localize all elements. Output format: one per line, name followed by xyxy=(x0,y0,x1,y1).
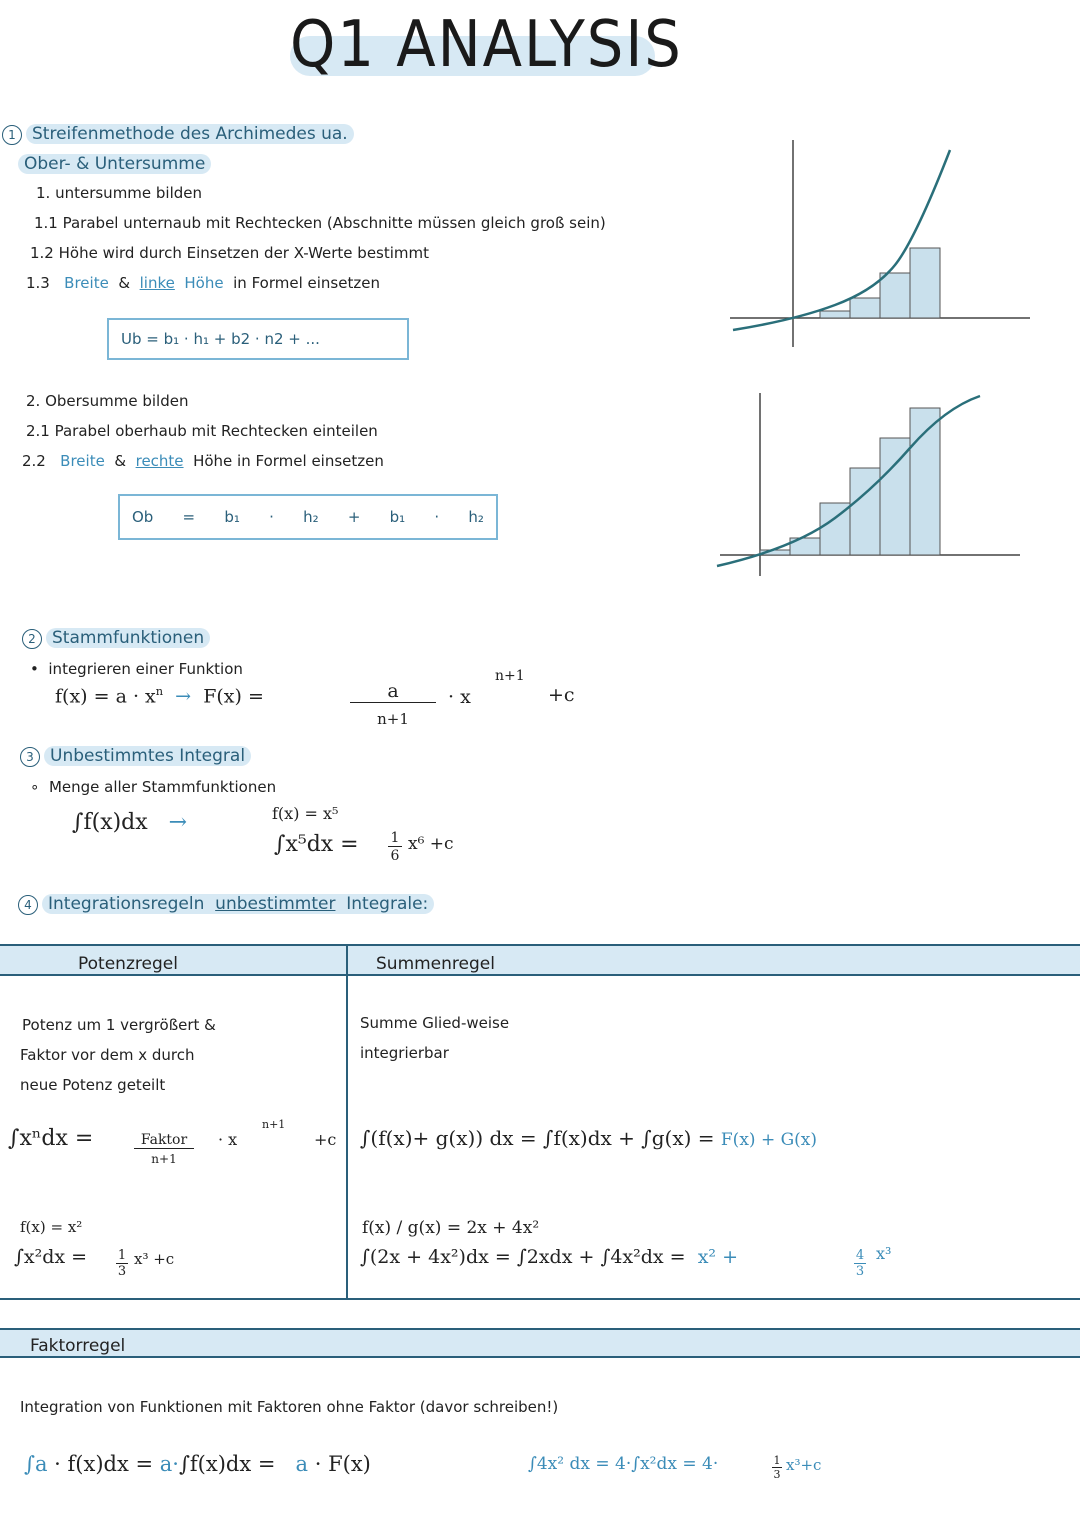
section-3-bullet: ∘ Menge aller Stammfunktionen xyxy=(30,778,277,796)
page-title: Q1 ANALYSIS xyxy=(290,8,683,82)
summe-formula: ∫(f(x)+ g(x)) dx = ∫f(x)dx + ∫g(x) = F(x) + G(x) xyxy=(360,1126,818,1150)
section-1-heading: 1 Streifenmethode des Archimedes ua. xyxy=(2,124,354,145)
obersumme-formula-box: Ob = b₁ · h₂ + b₁ · h₂ xyxy=(118,494,498,540)
example-frac-num: 1 xyxy=(388,830,402,847)
faktor-desc: Integration von Funktionen mit Faktoren ohne Faktor (davor schreiben!) xyxy=(20,1398,559,1416)
potenz-x: · x xyxy=(218,1130,238,1149)
step-2-2: 2.2 Breite & rechte Höhe in Formel einsetzen xyxy=(22,452,384,470)
constant-c: +c xyxy=(548,684,575,706)
faktor-header-line xyxy=(0,1356,1080,1358)
step-2-1: 2.1 Parabel oberhaub mit Rechtecken einteilen xyxy=(26,422,378,440)
faktor-example-frac-den: 3 xyxy=(773,1468,781,1481)
section-number: 1 xyxy=(2,125,22,145)
section-2-bullet: • integrieren einer Funktion xyxy=(30,660,243,678)
summenregel-title: Summenregel xyxy=(376,954,495,974)
faktor-example-result: x³+c xyxy=(786,1456,822,1474)
potenz-example-function: f(x) = x² xyxy=(20,1218,83,1236)
untersumme-formula-box xyxy=(107,318,409,360)
step-1-1: 1.1 Parabel unternaub mit Rechtecken (Abschnitte müssen gleich groß sein) xyxy=(34,214,606,232)
potenz-frac-den: n+1 xyxy=(151,1152,177,1166)
summe-example-frac-den: 3 xyxy=(855,1264,865,1279)
example-result: x⁶ +c xyxy=(408,834,454,854)
section-3-heading: 3 Unbestimmtes Integral xyxy=(20,746,251,767)
table-divider xyxy=(346,944,348,1298)
potenz-frac-num: Faktor xyxy=(134,1132,194,1149)
untersumme-graph xyxy=(725,135,1035,350)
lower-rect-4 xyxy=(910,248,940,318)
example-function: f(x) = x⁵ xyxy=(272,804,339,823)
faktor-formula: ∫a · f(x)dx = a·∫f(x)dx = a · F(x) xyxy=(24,1452,371,1476)
fraction-numerator: a xyxy=(350,680,436,703)
summe-example-frac-num: 4 xyxy=(855,1248,865,1263)
potenz-c: +c xyxy=(314,1130,337,1149)
faktor-header-band xyxy=(0,1330,1080,1356)
faktor-example-frac-num: 1 xyxy=(773,1454,781,1467)
summe-example-formula: ∫(2x + 4x²)dx = ∫2xdx + ∫4x²dx = x² + xyxy=(360,1246,738,1268)
lower-rect-3 xyxy=(880,273,910,318)
section-1-subheading: Ober- & Untersumme xyxy=(18,154,211,174)
step-1-3: 1.3 Breite & linke Höhe in Formel einsetzen xyxy=(26,274,380,292)
power-x: · x xyxy=(448,686,471,708)
summe-example-result: x³ xyxy=(876,1244,892,1263)
potenz-formula-lhs: ∫xⁿdx = xyxy=(8,1126,94,1151)
upper-rect-5 xyxy=(880,438,910,555)
fraction-denominator: n+1 xyxy=(377,710,409,728)
section-4-heading: 4 Integrationsregeln unbestimmter Integrale: xyxy=(18,894,434,915)
faktor-example: ∫4x² dx = 4·∫x²dx = 4· xyxy=(528,1454,719,1474)
summe-desc-1: Summe Glied-weise xyxy=(360,1014,510,1032)
untersumme-formula: Ub = b₁ · h₁ + b2 · n2 + ... xyxy=(121,330,320,348)
step-1: 1. untersumme bilden xyxy=(36,184,203,202)
summe-desc-2: integrierbar xyxy=(360,1044,449,1062)
potenz-exp: n+1 xyxy=(262,1118,286,1131)
step-2: 2. Obersumme bilden xyxy=(26,392,189,410)
potenz-example-result: x³ +c xyxy=(134,1250,175,1268)
upper-rect-6 xyxy=(910,408,940,555)
stammfunktion-formula: $f(x) = a \cdot x^n \to F(x)$ = xyxy=(55,684,264,708)
upper-rect-4 xyxy=(850,468,880,555)
faktorregel-title: Faktorregel xyxy=(30,1336,126,1356)
table-bottom-line xyxy=(0,1298,1080,1300)
potenz-desc-1: Potenz um 1 vergrößert & xyxy=(22,1016,216,1034)
lower-rect-1 xyxy=(820,311,850,318)
example-integral: ∫x⁵dx = xyxy=(274,832,359,857)
potenz-desc-3: neue Potenz geteilt xyxy=(20,1076,166,1094)
faktor-top-line xyxy=(0,1328,1080,1330)
potenzregel-title: Potenzregel xyxy=(78,954,178,974)
example-frac-den: 6 xyxy=(390,848,400,864)
lower-rect-2 xyxy=(850,298,880,318)
step-1-2: 1.2 Höhe wird durch Einsetzen der X-Werte bestimmt xyxy=(30,244,430,262)
potenz-example-frac-den: 3 xyxy=(117,1264,127,1279)
potenz-example-lhs: ∫x²dx = xyxy=(14,1246,88,1268)
power-exponent: n+1 xyxy=(495,668,525,684)
potenz-desc-2: Faktor vor dem x durch xyxy=(20,1046,195,1064)
table-header-line xyxy=(0,974,1080,976)
summe-example-function: f(x) / g(x) = 2x + 4x² xyxy=(362,1218,540,1238)
obersumme-graph xyxy=(715,388,1025,578)
integral-notation: ∫f(x)dx → xyxy=(72,810,188,835)
potenz-example-frac-num: 1 xyxy=(117,1248,127,1263)
section-2-heading: 2 Stammfunktionen xyxy=(22,628,210,649)
table-top-line xyxy=(0,944,1080,946)
